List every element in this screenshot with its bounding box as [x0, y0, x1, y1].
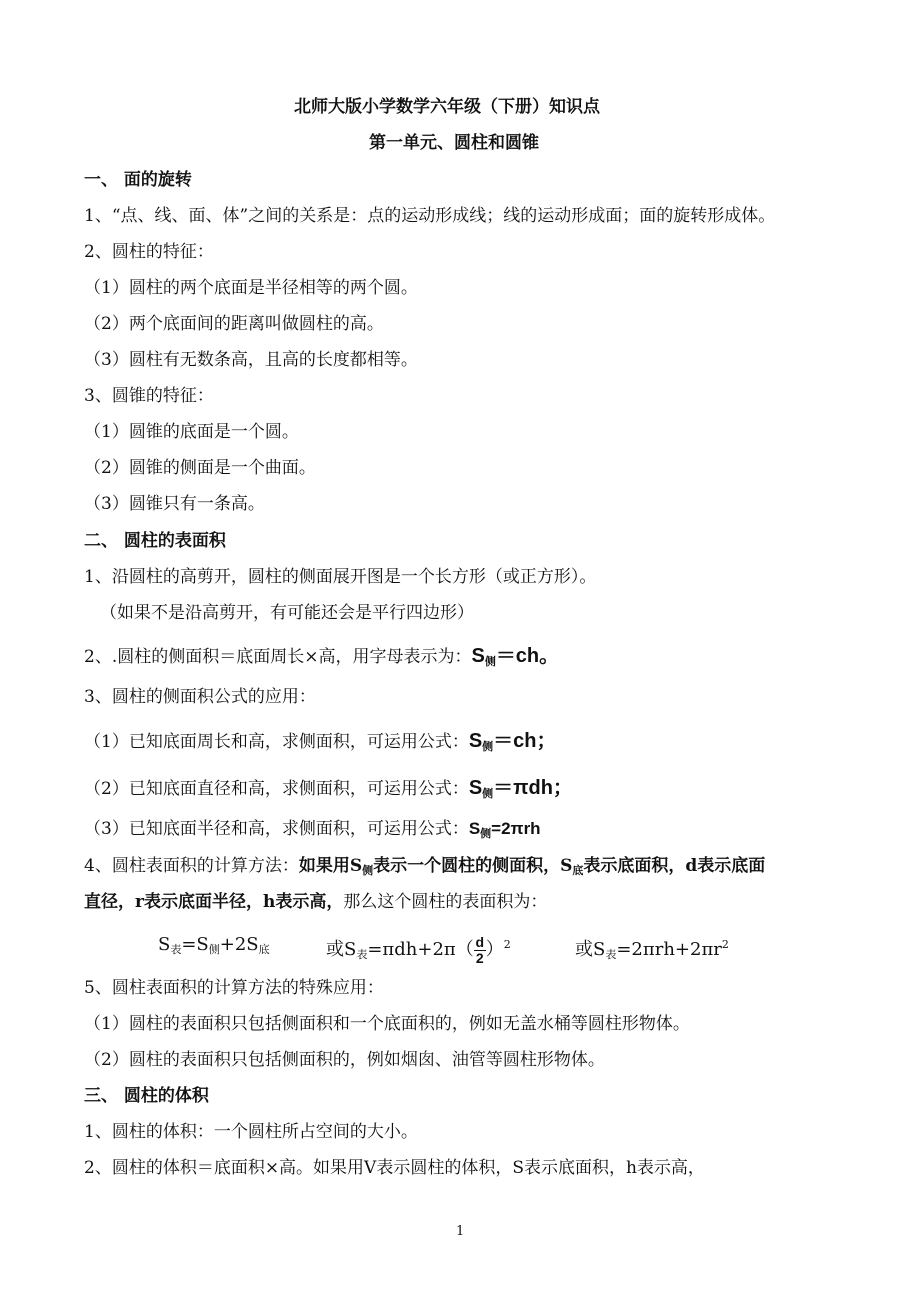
paragraph: 5、圆柱表面积的计算方法的特殊应用：	[84, 978, 384, 998]
paragraph: 2、.圆柱的侧面积＝底面周长×高，用字母表示为：$S_侧=ch$。	[84, 645, 560, 668]
paragraph: 直径，r表示底面半径，h表示高，那么这个圆柱的表面积为：	[84, 892, 548, 912]
paragraph: （1）已知底面周长和高，求侧面积，可运用公式：$S_侧=ch$；	[84, 730, 557, 753]
formula-surface-area: $S_表=S_侧+2S_底$	[158, 934, 270, 956]
fraction: $\frac{d}{2}$	[475, 933, 485, 966]
paragraph: （3）已知底面半径和高，求侧面积，可运用公式：$S_侧=2\pi rh$	[84, 819, 541, 840]
paragraph: （2）圆柱的表面积只包括侧面积的，例如烟囱、油管等圆柱形物体。	[84, 1050, 605, 1070]
paragraph: 2、圆柱的特征：	[84, 242, 214, 262]
paragraph: （如果不是沿高剪开，有可能还会是平行四边形）	[100, 603, 474, 623]
paragraph: （2）圆锥的侧面是一个曲面。	[84, 458, 316, 478]
paragraph: （3）圆柱有无数条高，且高的长度都相等。	[84, 350, 418, 370]
doc-title: 北师大版小学数学六年级（下册）知识点	[294, 97, 600, 117]
paragraph: 4、圆柱表面积的计算方法：如果用$S_侧$表示一个圆柱的侧面积，$S_底$表示底面积，d表示底面	[84, 856, 766, 877]
section-heading: 三、 圆柱的体积	[84, 1086, 209, 1106]
paragraph: （3）圆锥只有一条高。	[84, 494, 265, 514]
paragraph: 1、“点、线、面、体”之间的关系是：点的运动形成线；线的运动形成面；面的旋转形成体。	[84, 206, 776, 226]
paragraph: （2）已知底面直径和高，求侧面积，可运用公式：$S_侧=\pi dh$；	[84, 777, 573, 800]
formula-surface-area-diameter: 或$S_表=\pi dh+2\pi$（ $\frac{d}{2}$ ）$^2$	[326, 933, 511, 966]
paragraph: 1、圆柱的体积：一个圆柱所占空间的大小。	[84, 1122, 418, 1142]
paragraph: （1）圆锥的底面是一个圆。	[84, 422, 299, 442]
paragraph: （1）圆柱的两个底面是半径相等的两个圆。	[84, 278, 418, 298]
paragraph: 3、圆柱的侧面积公式的应用：	[84, 687, 316, 707]
section-heading: 二、 圆柱的表面积	[84, 531, 226, 551]
page-number: 1	[456, 1224, 465, 1239]
section-heading: 一、 面的旋转	[84, 170, 192, 190]
paragraph: 3、圆锥的特征：	[84, 386, 214, 406]
paragraph: 2、圆柱的体积＝底面积×高。如果用V表示圆柱的体积，S表示底面积，h表示高，	[84, 1158, 705, 1178]
unit-title: 第一单元、圆柱和圆锥	[369, 133, 539, 153]
paragraph: （1）圆柱的表面积只包括侧面积和一个底面积的，例如无盖水桶等圆柱形物体。	[84, 1014, 690, 1034]
formula-surface-area-radius: 或$S_表=2\pi rh+2\pi r^2$	[575, 938, 729, 961]
paragraph: 1、沿圆柱的高剪开，圆柱的侧面展开图是一个长方形（或正方形）。	[84, 567, 597, 587]
paragraph: （2）两个底面间的距离叫做圆柱的高。	[84, 314, 384, 334]
